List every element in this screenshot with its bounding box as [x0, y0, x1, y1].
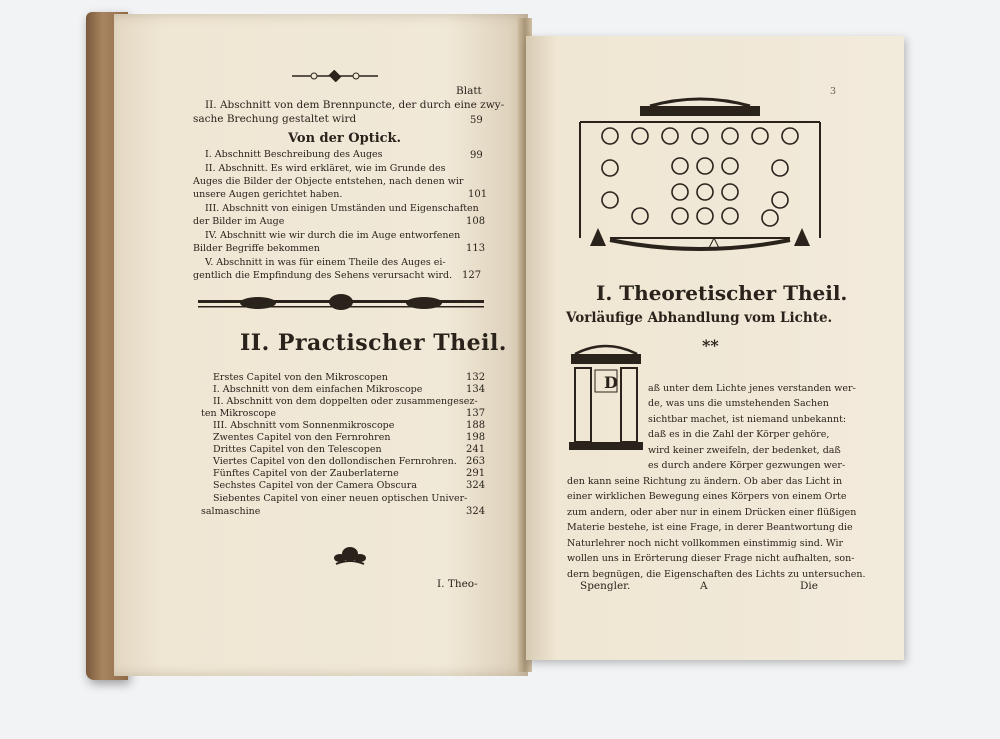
- toc-line: Bilder Begriffe bekommen: [193, 243, 320, 254]
- footer-catchword: Die: [800, 580, 818, 592]
- toc-line: I. Abschnitt Beschreibung des Auges: [205, 149, 383, 160]
- toc-page-number: 59: [470, 115, 483, 126]
- body-line: Naturlehrer noch nicht vollkommen einstimmig sind. Wir: [567, 538, 844, 549]
- toc-page-number: 113: [466, 243, 486, 254]
- toc-line: III. Abschnitt vom Sonnenmikroscope: [213, 420, 395, 431]
- toc-line: III. Abschnitt von einigen Umständen und Eigenschaften: [205, 203, 479, 214]
- part-heading-theoretical: I. Theoretischer Theil.: [596, 281, 848, 305]
- toc-page-number: 127: [462, 270, 482, 281]
- toc-line: sache Brechung gestaltet wird: [193, 113, 357, 125]
- body-line: es durch andere Körper gezwungen wer-: [648, 460, 846, 471]
- footer-author: Spengler.: [580, 580, 631, 592]
- body-line: daß es in die Zahl der Körper gehöre,: [648, 429, 830, 440]
- left-catchword: I. Theo-: [437, 578, 478, 590]
- top-ornament: [292, 70, 378, 82]
- toc-line: IV. Abschnitt wie wir durch die im Auge entworfenen: [205, 230, 461, 241]
- toc-line: gentlich die Empfindung des Sehens verursacht wird.: [193, 270, 453, 281]
- toc-line: Viertes Capitel von den dollondischen Fernrohren.: [213, 456, 457, 467]
- toc-line: II. Abschnitt von dem Brennpuncte, der durch eine zwy-: [205, 99, 505, 111]
- toc-page-number: 99: [470, 150, 483, 161]
- optick-heading: Von der Optick.: [288, 131, 402, 146]
- body-line: wird keiner zweifeln, der bedenket, daß: [648, 445, 841, 456]
- divider-ornament: [198, 294, 484, 316]
- headpiece-ornament: [570, 88, 830, 266]
- toc-line: Drittes Capitel von den Telescopen: [213, 444, 382, 455]
- toc-line: Auges die Bilder der Objecte entstehen, nach denen wir: [193, 176, 464, 187]
- toc-page-number: 324: [466, 480, 486, 491]
- drop-cap-initial: D: [604, 373, 618, 392]
- toc-line: II. Abschnitt von dem doppelten oder zusammengesez-: [213, 396, 478, 407]
- body-line: de, was uns die umstehenden Sachen: [648, 398, 829, 409]
- toc-line: Erstes Capitel von den Mikroscopen: [213, 372, 388, 383]
- toc-line: salmaschine: [201, 506, 261, 517]
- toc-page-number: 291: [466, 468, 486, 479]
- toc-line: I. Abschnitt von dem einfachen Mikroscope: [213, 384, 423, 395]
- body-line: sichtbar machet, ist niemand unbekannt:: [648, 414, 847, 425]
- toc-page-number: 137: [466, 408, 486, 419]
- body-line: Materie bestehe, ist eine Frage, in derer Beantwortung die: [567, 522, 853, 533]
- body-line: wollen uns in Erörterung dieser Frage nicht aufhalten, son-: [567, 553, 855, 564]
- body-line: aß unter dem Lichte jenes verstanden wer-: [648, 383, 856, 394]
- body-line: den kann seine Richtung zu ändern. Ob aber das Licht in: [567, 476, 843, 487]
- toc-page-number: 101: [468, 189, 488, 200]
- toc-line: Fünftes Capitel von der Zauberlaterne: [213, 468, 399, 479]
- body-line: dern begnügen, die Eigenschaften des Lichts zu untersuchen.: [567, 569, 866, 580]
- toc-page-number: 134: [466, 384, 486, 395]
- toc-line: Siebentes Capitel von einer neuen optischen Univer-: [213, 493, 468, 504]
- page-mark: 3: [830, 86, 837, 97]
- toc-line: unsere Augen gerichtet haben.: [193, 189, 343, 200]
- toc-line: V. Abschnitt in was für einem Theile des Auges ei-: [205, 257, 446, 268]
- toc-page-number: 324: [466, 506, 486, 517]
- flower-vignette: [332, 540, 368, 568]
- toc-page-number: 132: [466, 372, 486, 383]
- body-line: einer wirklichen Bewegung eines Körpers von einem Orte: [567, 491, 847, 502]
- body-line: zum andern, oder aber nur in einem Drücken einer flüßigen: [567, 507, 857, 518]
- toc-line: ten Mikroscope: [201, 408, 276, 419]
- toc-line: Zwentes Capitel von den Fernrohren: [213, 432, 391, 443]
- toc-line: Sechstes Capitel von der Camera Obscura: [213, 480, 417, 491]
- toc-page-number: 198: [466, 432, 486, 443]
- toc-line: II. Abschnitt. Es wird erkläret, wie im Grunde des: [205, 163, 446, 174]
- toc-page-number: 241: [466, 444, 486, 455]
- toc-page-number: 263: [466, 456, 486, 467]
- toc-line: der Bilder im Auge: [193, 216, 285, 227]
- part-heading-practical: II. Practischer Theil.: [240, 330, 507, 356]
- footer-signature: A: [700, 580, 708, 592]
- toc-page-number: 108: [466, 216, 486, 227]
- asterism: **: [702, 336, 719, 355]
- section-subheading: Vorläufige Abhandlung vom Lichte.: [566, 310, 833, 326]
- toc-page-number: 188: [466, 420, 486, 431]
- blatt-label: Blatt: [456, 85, 482, 97]
- initial-ornament-frame: [565, 338, 647, 458]
